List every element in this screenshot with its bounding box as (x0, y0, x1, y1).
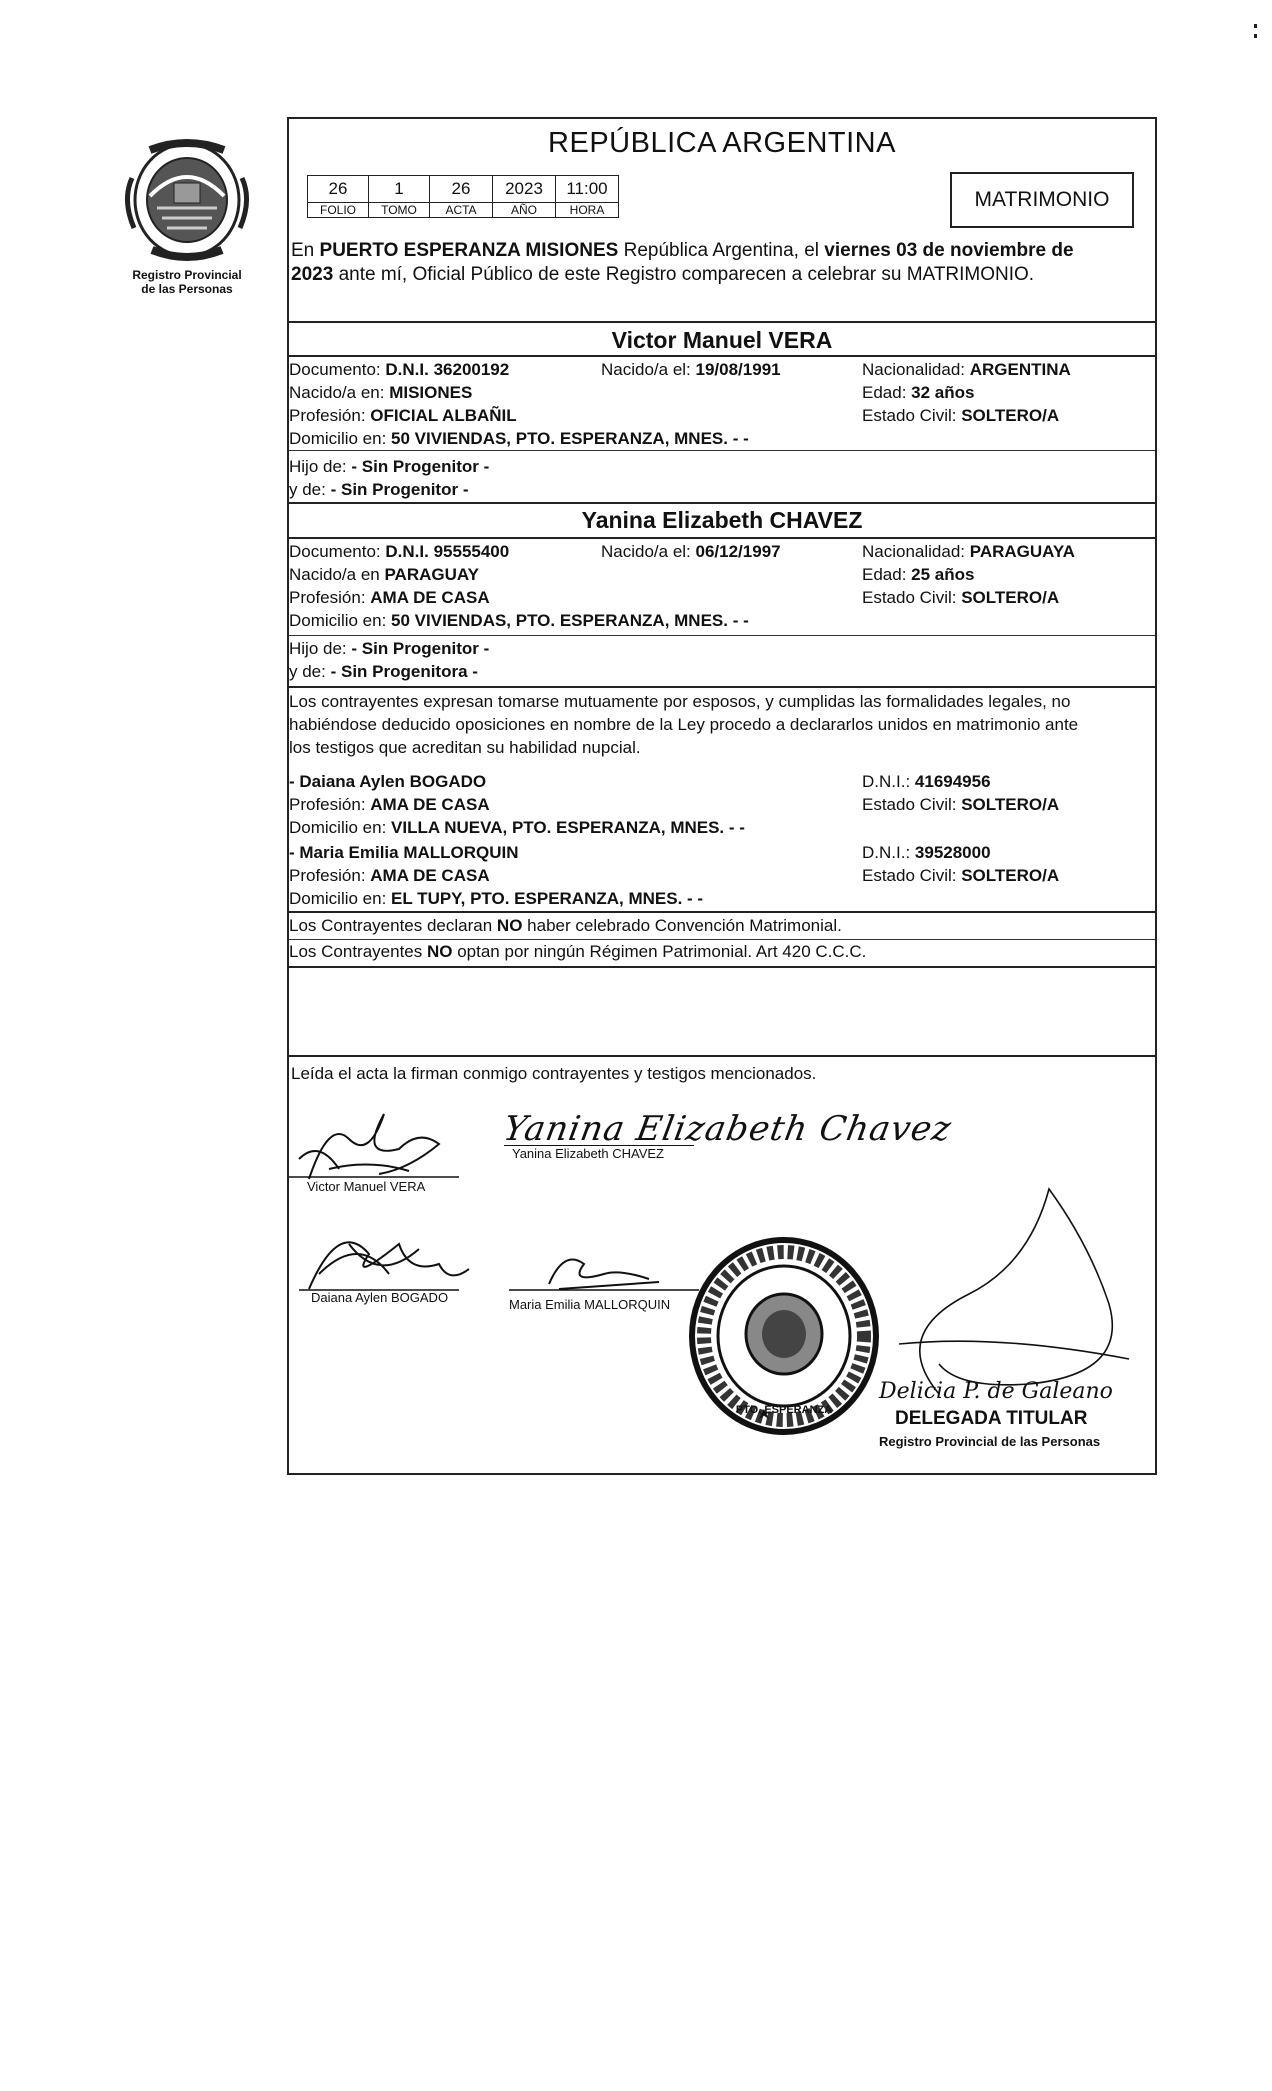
witness1-addr: VILLA NUEVA, PTO. ESPERANZA, MNES. - - (391, 818, 745, 837)
declaration-line2: habiéndose deducido oposiciones en nombre de la Ley procedo a declararlos unidos en matrimonio ante (289, 715, 1079, 734)
spouse1-addr-label: Domicilio en: (289, 429, 387, 448)
spouse2-place: PARAGUAY (384, 565, 479, 584)
closing-text: Leída el acta la firman conmigo contrayentes y testigos mencionados. (291, 1064, 817, 1083)
intro-rest: ante mí, Oficial Público de este Registro comparecen a celebrar su MATRIMONIO. (338, 264, 1035, 285)
declaration-line1: Los contrayentes expresan tomarse mutuamente por esposos, y cumplidas las formalidades legales, no (289, 692, 1071, 711)
witness1-addr-label: Domicilio en: (289, 818, 387, 837)
spouse2-block (289, 541, 1155, 691)
official-signature (879, 1184, 1149, 1474)
spouse2-prof-label: Profesión: (289, 588, 366, 607)
spouse1-born: 19/08/1991 (695, 360, 781, 379)
spouse1-parent1-label: Hijo de: (289, 457, 347, 476)
declaration-line3: los testigos que acreditan su habilidad nupcial. (289, 738, 641, 757)
intro-paragraph (291, 239, 1153, 287)
intro-year: 2023 (291, 264, 334, 285)
witness1-dni-label: D.N.I.: (862, 772, 911, 791)
spouse1-parent2-label: y de: (289, 480, 326, 499)
spouse2-age: 25 años (911, 565, 975, 584)
spouse2-doc-label: Documento: (289, 542, 381, 561)
spouse1-age-label: Edad: (862, 383, 907, 402)
regime-line2-a: Los Contrayentes (289, 942, 423, 961)
sig2-label: Yanina Elizabeth CHAVEZ (512, 1146, 664, 1161)
corner-marks (1254, 24, 1260, 44)
tomo-label: TOMO (369, 203, 430, 218)
hour-label: HORA (556, 203, 619, 218)
official-seal (684, 1234, 884, 1439)
official-scribble-icon (879, 1184, 1149, 1404)
spouse1-doc: D.N.I. 36200192 (385, 360, 510, 379)
sig1-label: Victor Manuel VERA (307, 1179, 426, 1194)
year-label: AÑO (493, 203, 556, 218)
witness2-prof: AMA DE CASA (370, 866, 490, 885)
witness2-addr-label: Domicilio en: (289, 889, 387, 908)
sig2-handwriting: Yanina Elizabeth Chavez (500, 1109, 955, 1149)
folio-value: 26 (308, 176, 369, 203)
witness2-civil-label: Estado Civil: (862, 866, 957, 885)
intro-date: viernes 03 de noviembre de (824, 240, 1074, 261)
registry-logo (112, 138, 262, 298)
official-name: Delicia P. de Galeano (879, 1379, 1113, 1404)
country-title: REPÚBLICA ARGENTINA (548, 127, 896, 159)
regime-line1-c: haber celebrado Convención Matrimonial. (527, 916, 842, 935)
spouse1-civil-label: Estado Civil: (862, 406, 957, 425)
logo-text-line1: Registro Provincial (132, 268, 242, 282)
witness2-prof-label: Profesión: (289, 866, 366, 885)
tomo-value: 1 (369, 176, 430, 203)
witness2-civil: SOLTERO/A (961, 866, 1060, 885)
spouse2-doc: D.N.I. 95555400 (385, 542, 510, 561)
signature-scribble-icon (289, 1214, 489, 1299)
witness2-dni-label: D.N.I.: (862, 843, 911, 862)
signature-scribble-icon (509, 1234, 699, 1292)
spouse1-place-label: Nacido/a en: (289, 383, 385, 402)
witness1-prof: AMA DE CASA (370, 795, 490, 814)
spouse1-prof: OFICIAL ALBAÑIL (370, 406, 517, 425)
spouse2-place-label: Nacido/a en (289, 565, 380, 584)
spouse1-block (289, 359, 1155, 509)
regime-line2-c: optan por ningún Régimen Patrimonial. Art 420 C.C.C. (457, 942, 867, 961)
spouse2-civil: SOLTERO/A (961, 588, 1060, 607)
act-type-box (950, 172, 1134, 228)
witness1-civil: SOLTERO/A (961, 795, 1060, 814)
declaration-block (289, 691, 1155, 760)
signature-spouse2 (500, 1109, 955, 1209)
spouse2-parent1: - Sin Progenitor - (351, 639, 490, 658)
spouse1-civil: SOLTERO/A (961, 406, 1060, 425)
folio-label: FOLIO (308, 203, 369, 218)
intro-place: PUERTO ESPERANZA MISIONES (319, 240, 619, 261)
spouse2-nat: PARAGUAYA (969, 542, 1075, 561)
spouse2-age-label: Edad: (862, 565, 907, 584)
acta-label: ACTA (430, 203, 493, 218)
spouse1-age: 32 años (911, 383, 975, 402)
spouse2-name: Yanina Elizabeth CHAVEZ (581, 507, 863, 533)
witness1-prof-label: Profesión: (289, 795, 366, 814)
spouse1-doc-label: Documento: (289, 360, 381, 379)
spouse2-civil-label: Estado Civil: (862, 588, 957, 607)
spouse2-nat-label: Nacionalidad: (862, 542, 966, 561)
marriage-certificate (287, 117, 1157, 1475)
spouse1-parent2: - Sin Progenitor - (330, 480, 469, 499)
intro-mid: República Argentina, el (623, 240, 820, 261)
act-type: MATRIMONIO (974, 188, 1110, 211)
witness1-block (289, 771, 1155, 841)
spouse1-nat-label: Nacionalidad: (862, 360, 966, 379)
misiones-seal-icon (112, 138, 262, 263)
spouse2-born: 06/12/1997 (695, 542, 781, 561)
intro-prefix: En (291, 240, 315, 261)
witness1-dni: 41694956 (914, 772, 991, 791)
witness2-dni: 39528000 (914, 843, 991, 862)
spouse1-place: MISIONES (389, 383, 473, 402)
hour-value: 11:00 (556, 176, 619, 203)
spouse1-nat: ARGENTINA (969, 360, 1071, 379)
spouse2-parent1-label: Hijo de: (289, 639, 347, 658)
signature-spouse1 (289, 1099, 489, 1209)
regime-line1-a: Los Contrayentes declaran (289, 916, 493, 935)
logo-text-line2: de las Personas (141, 282, 233, 296)
signature-witness2 (509, 1234, 709, 1324)
witness2-block (289, 842, 1155, 912)
spouse2-parent2-label: y de: (289, 662, 326, 681)
witness1-civil-label: Estado Civil: (862, 795, 957, 814)
spouse2-parent2: - Sin Progenitora - (330, 662, 478, 681)
acta-value: 26 (430, 176, 493, 203)
register-table (307, 175, 619, 218)
signature-witness1 (289, 1214, 489, 1324)
spouse2-prof: AMA DE CASA (370, 588, 490, 607)
spouse1-born-label: Nacido/a el: (601, 360, 691, 379)
spouse1-name: Victor Manuel VERA (611, 327, 833, 353)
spouse1-addr: 50 VIVIENDAS, PTO. ESPERANZA, MNES. - - (391, 429, 749, 448)
witness2-name: - Maria Emilia MALLORQUIN (289, 843, 519, 862)
spouse2-born-label: Nacido/a el: (601, 542, 691, 561)
spouse2-addr-label: Domicilio en: (289, 611, 387, 630)
witness1-name: - Daiana Aylen BOGADO (289, 772, 487, 791)
year-value: 2023 (493, 176, 556, 203)
regime-line1-b: NO (496, 916, 523, 935)
signature-scribble-icon (289, 1099, 489, 1184)
spouse1-prof-label: Profesión: (289, 406, 366, 425)
official-office: Registro Provincial de las Personas (879, 1434, 1101, 1449)
sig3-label: Daiana Aylen BOGADO (311, 1290, 449, 1305)
witness2-addr: EL TUPY, PTO. ESPERANZA, MNES. - - (391, 889, 704, 908)
regime-line2-b: NO (426, 942, 453, 961)
sig4-label: Maria Emilia MALLORQUIN (509, 1297, 671, 1312)
spouse1-parent1: - Sin Progenitor - (351, 457, 490, 476)
official-title: DELEGADA TITULAR (895, 1408, 1088, 1429)
spouse2-addr: 50 VIVIENDAS, PTO. ESPERANZA, MNES. - - (391, 611, 749, 630)
seal-center-text: PTO. ESPERANZA (735, 1404, 833, 1416)
